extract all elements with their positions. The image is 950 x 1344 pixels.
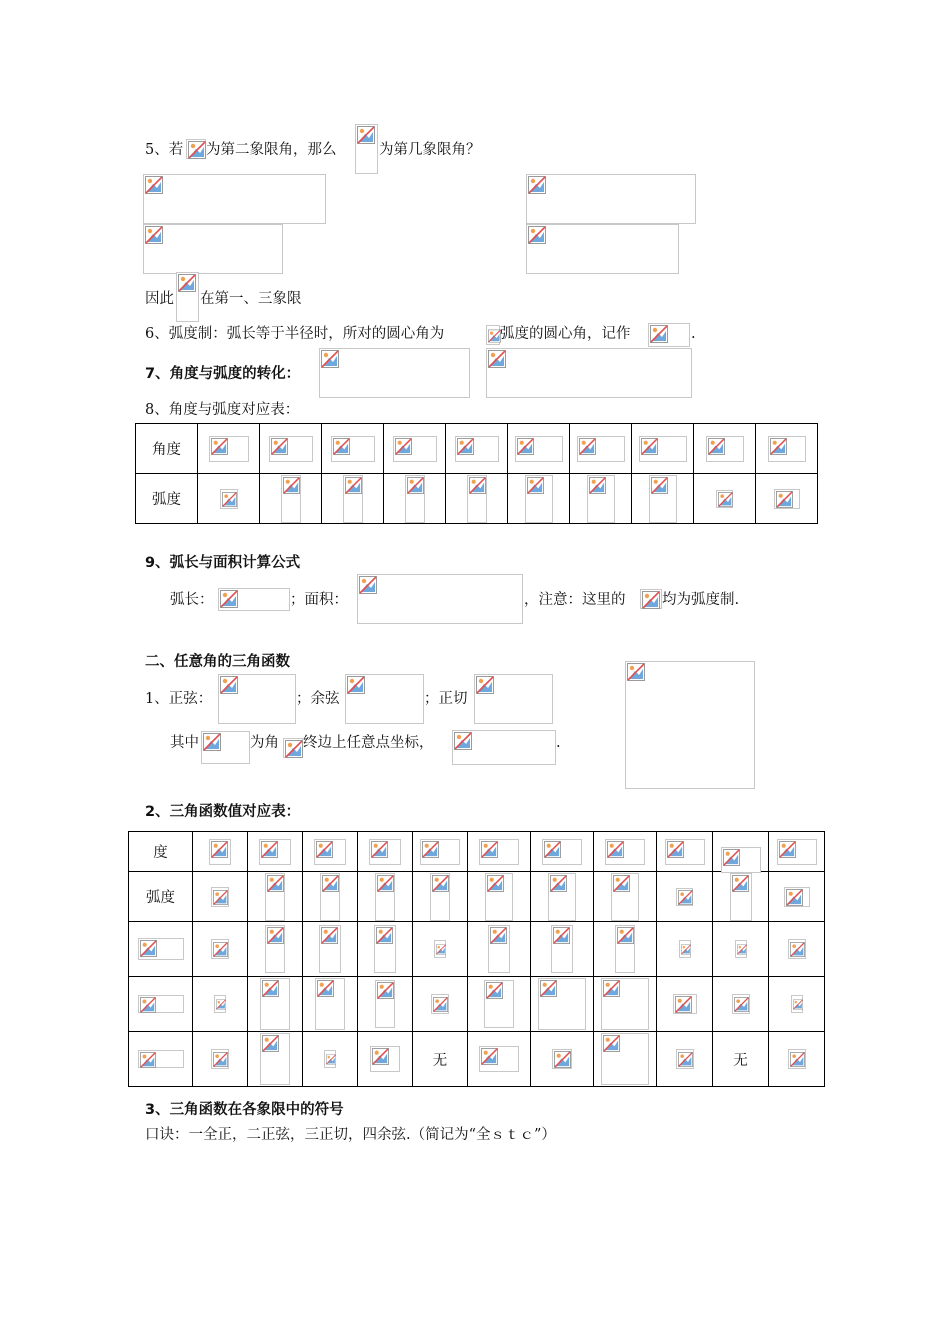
broken-image-icon [220,489,238,509]
broken-image-icon [676,888,693,906]
broken-image-icon [676,1049,694,1069]
q6-suffix: . [691,326,696,342]
broken-image-icon [211,887,229,907]
broken-image-icon [281,475,301,523]
broken-image-icon [542,839,582,865]
broken-image-icon [732,994,750,1014]
row-header-radian: 弧度 [129,872,193,922]
broken-image-icon [548,873,576,921]
q5-mid: 为第二象限角，那么 [206,142,337,158]
broken-image-icon [265,925,285,973]
section2-line2-mid2: 终边上任意点坐标， [303,735,434,751]
broken-image-icon [357,574,523,624]
broken-image-icon [209,436,249,462]
broken-image-icon [209,839,231,865]
section2-line2-prefix: 其中 [170,735,199,751]
broken-image-icon [138,938,184,960]
broken-image-icon [486,325,500,345]
broken-image-icon [320,873,340,921]
broken-image-icon [716,490,733,508]
sine-label: 1、正弦： [145,691,213,707]
broken-image-icon [788,1049,806,1069]
tangent-label: ；正切 [424,691,468,707]
broken-image-icon [552,1049,572,1069]
broken-image-icon [640,589,662,609]
broken-image-icon [774,489,800,509]
broken-image-icon [639,436,687,462]
section3-mnemonic: 口诀：一全正，二正弦，三正切，四余弦.（简记为“全ｓｔｃ”） [145,1127,556,1143]
broken-image-icon [218,588,290,611]
broken-image-icon [393,436,437,462]
broken-image-icon [211,1049,229,1069]
q9-label: 9、弧长与面积计算公式 [145,555,301,571]
broken-image-icon [788,939,806,959]
broken-image-icon [434,940,446,958]
broken-image-icon [601,978,649,1030]
broken-image-icon [488,925,510,973]
broken-image-icon [431,994,449,1014]
section2-line2-suffix: . [556,735,561,751]
broken-image-icon [331,436,375,462]
broken-image-icon [526,224,679,274]
q7-label: 7、角度与弧度的转化： [145,366,301,382]
broken-image-icon [648,323,690,347]
broken-image-icon [260,1033,290,1085]
q6-prefix: 6、弧度制：弧长等于半径时，所对的圆心角为 [145,326,445,342]
broken-image-icon [577,436,625,462]
broken-image-icon [479,839,519,865]
broken-image-icon [369,839,401,865]
broken-image-icon [784,887,810,907]
broken-image-icon [345,674,424,724]
broken-image-icon [260,978,290,1030]
broken-image-icon [649,475,677,523]
q9-arc-label: 弧长： [170,592,214,608]
broken-image-icon [777,839,817,865]
broken-image-icon [625,661,755,789]
broken-image-icon [283,738,303,758]
broken-image-icon [615,925,635,973]
broken-image-icon [138,1050,184,1068]
broken-image-icon [474,674,553,724]
broken-image-icon [138,995,184,1013]
cosine-label: ；余弦 [296,691,340,707]
broken-image-icon [374,925,396,973]
broken-image-icon [730,873,752,921]
broken-image-icon [214,995,226,1013]
broken-image-icon [665,839,705,865]
broken-image-icon [605,839,645,865]
broken-image-icon [176,272,199,322]
angle-radian-table [135,423,818,524]
broken-image-icon [455,436,499,462]
broken-image-icon [375,980,395,1028]
q5-prefix: 5、若 [145,142,184,158]
broken-image-icon [315,978,345,1030]
broken-image-icon [791,995,803,1013]
broken-image-icon [319,348,470,398]
q5-conclusion-prefix: 因此 [145,291,174,307]
broken-image-icon [370,1046,400,1072]
broken-image-icon [375,873,395,921]
broken-image-icon [485,873,513,921]
broken-image-icon [430,873,450,921]
broken-image-icon [768,436,806,462]
row-header-degree: 度 [129,832,193,872]
none-cell: 无 [413,1032,468,1087]
broken-image-icon [265,873,285,921]
trig-values-table [128,831,825,1087]
broken-image-icon [673,994,697,1014]
broken-image-icon [259,839,291,865]
q9-note-prefix: ，注意：这里的 [524,592,626,608]
broken-image-icon [420,839,460,865]
broken-image-icon [467,475,487,523]
broken-image-icon [525,475,553,523]
broken-image-icon [452,730,556,765]
section3-title: 3、三角函数在各象限中的符号 [145,1102,344,1118]
q6-mid: 弧度的圆心角，记作 [500,326,631,342]
broken-image-icon [587,475,615,523]
broken-image-icon [324,1050,336,1068]
broken-image-icon [526,174,696,224]
section2-title: 二、任意角的三角函数 [145,654,290,670]
broken-image-icon [551,925,573,973]
broken-image-icon [343,475,363,523]
broken-image-icon [201,731,250,764]
broken-image-icon [611,873,639,921]
none-cell: 无 [713,1032,769,1087]
broken-image-icon [601,1033,649,1085]
broken-image-icon [319,925,341,973]
broken-image-icon [484,980,514,1028]
broken-image-icon [706,436,744,462]
broken-image-icon [143,174,326,224]
broken-image-icon [538,978,586,1030]
table2-label: 2、三角函数值对应表： [145,804,301,820]
broken-image-icon [486,348,692,398]
broken-image-icon [735,940,747,958]
section2-line2-mid1: 为角 [250,735,279,751]
broken-image-icon [314,839,346,865]
broken-image-icon [515,436,563,462]
broken-image-icon [721,847,761,873]
broken-image-icon [405,475,425,523]
broken-image-icon [211,939,229,959]
row-header-angle: 角度 [136,424,198,474]
q5-conclusion-suffix: 在第一、三象限 [200,291,302,307]
broken-image-icon [479,1046,519,1072]
broken-image-icon [143,224,283,274]
q9-area-label: ；面积： [290,592,348,608]
q9-note-suffix: 均为弧度制. [662,592,740,608]
broken-image-icon [218,674,296,724]
row-header-radian: 弧度 [136,474,198,524]
broken-image-icon [186,139,206,159]
q5-suffix: 为第几象限角？ [379,142,481,158]
broken-image-icon [355,124,378,174]
broken-image-icon [269,436,313,462]
broken-image-icon [679,940,691,958]
q8-label: 8、角度与弧度对应表： [145,402,300,418]
